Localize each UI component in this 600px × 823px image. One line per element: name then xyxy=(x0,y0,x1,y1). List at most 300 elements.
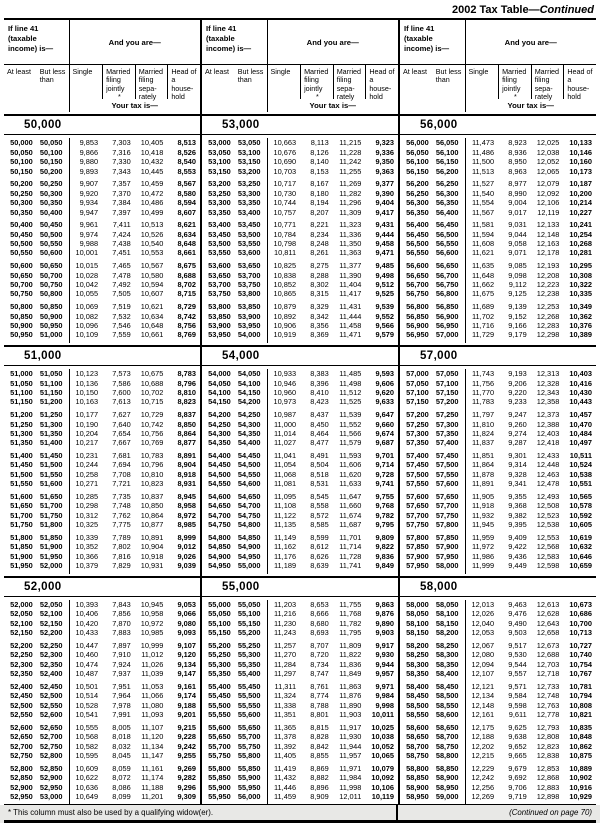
table-row xyxy=(4,641,200,650)
tax-single-cell: 9,961 xyxy=(79,220,99,230)
tax-married-jointly-cell: 8,086 xyxy=(112,782,131,792)
tax-married-jointly-cell: 9,665 xyxy=(508,750,527,760)
tax-married-jointly-cell: 7,897 xyxy=(112,640,131,650)
income-but-less-cell: 53,050 xyxy=(237,138,261,148)
tax-head-household-cell: 9,363 xyxy=(375,166,394,176)
tax-married-separately-cell: 11,201 xyxy=(141,791,164,801)
income-but-less-cell: 58,450 xyxy=(435,681,459,691)
income-at-least-cell: 57,750 xyxy=(406,520,429,530)
table-row xyxy=(400,732,596,741)
tax-head-household-cell: 8,648 xyxy=(177,239,196,249)
tax-head-household-cell: 10,457 xyxy=(569,410,592,420)
table-row xyxy=(202,369,398,378)
tax-married-separately-cell: 11,228 xyxy=(339,147,362,157)
tax-single-cell: 11,797 xyxy=(472,410,495,420)
tax-married-jointly-cell: 7,411 xyxy=(112,220,131,230)
table-row xyxy=(4,520,200,529)
income-at-least-cell: 57,050 xyxy=(406,378,429,388)
table-row xyxy=(202,511,398,520)
tax-head-household-cell: 9,336 xyxy=(375,147,394,157)
tax-head-household-cell: 10,659 xyxy=(569,561,592,571)
table-row xyxy=(202,330,398,339)
table-row xyxy=(202,312,398,321)
tax-single-cell: 11,459 xyxy=(274,791,297,801)
tax-head-household-cell: 10,862 xyxy=(569,741,592,751)
table-row xyxy=(400,460,596,469)
tax-head-household-cell: 8,675 xyxy=(177,261,196,271)
tax-single-cell: 10,271 xyxy=(75,479,99,489)
income-but-less-cell: 55,800 xyxy=(237,750,261,760)
tax-married-separately-cell: 11,782 xyxy=(339,618,362,628)
income-at-least-cell: 56,600 xyxy=(406,261,429,271)
table-row xyxy=(400,189,596,198)
table-row xyxy=(202,492,398,501)
table-row xyxy=(202,641,398,650)
income-at-least-cell: 56,250 xyxy=(406,188,429,198)
tax-married-separately-cell: 12,313 xyxy=(536,369,560,379)
tax-married-jointly-cell: 7,654 xyxy=(112,428,131,438)
tax-head-household-cell: 9,917 xyxy=(375,640,394,650)
tax-single-cell: 10,892 xyxy=(273,311,297,321)
tax-married-jointly-cell: 7,735 xyxy=(112,492,131,502)
tax-head-household-cell: 9,161 xyxy=(177,681,196,691)
tax-single-cell: 11,959 xyxy=(472,532,495,542)
tax-married-jointly-cell: 9,031 xyxy=(508,220,527,230)
tax-married-jointly-cell: 9,463 xyxy=(508,599,527,609)
tax-head-household-cell: 10,241 xyxy=(569,220,592,230)
tax-married-jointly-cell: 7,613 xyxy=(112,397,131,407)
married-filing-jointly-label: Married filing jointly xyxy=(106,67,131,93)
tax-married-jointly-cell: 9,598 xyxy=(508,700,527,710)
income-at-least-cell: 55,400 xyxy=(208,681,231,691)
tax-married-jointly-cell: 7,721 xyxy=(112,479,131,489)
tax-married-separately-cell: 11,323 xyxy=(339,220,362,230)
income-but-less-cell: 57,550 xyxy=(435,469,459,479)
table-row xyxy=(4,460,200,469)
table-row xyxy=(400,280,596,289)
tax-head-household-cell: 10,308 xyxy=(569,270,592,280)
tax-head-household-cell: 10,848 xyxy=(569,732,592,742)
table-row xyxy=(202,542,398,551)
tax-married-jointly-cell: 8,383 xyxy=(310,369,329,379)
income-but-less-cell: 50,100 xyxy=(39,147,63,157)
table-row xyxy=(4,397,200,406)
income-at-least-cell: 58,150 xyxy=(406,628,429,638)
tax-married-separately-cell: 10,729 xyxy=(140,410,164,420)
income-at-least-cell: 50,400 xyxy=(10,220,33,230)
income-but-less-cell: 57,300 xyxy=(435,419,459,429)
tax-head-household-cell: 10,875 xyxy=(569,750,592,760)
table-row xyxy=(202,669,398,678)
table-row xyxy=(4,669,200,678)
tax-head-household-cell: 10,565 xyxy=(569,492,592,502)
income-at-least-cell: 52,800 xyxy=(10,763,33,773)
income-but-less-cell: 57,150 xyxy=(435,387,459,397)
tax-married-separately-cell: 12,079 xyxy=(536,179,560,189)
income-at-least-cell: 53,600 xyxy=(208,261,231,271)
tax-single-cell: 11,419 xyxy=(274,763,297,773)
tax-married-jointly-cell: 9,044 xyxy=(508,229,527,239)
tax-married-jointly-cell: 7,384 xyxy=(112,198,131,208)
tax-single-cell: 10,379 xyxy=(75,561,99,571)
table-row xyxy=(400,600,596,609)
income-at-least-cell: 51,800 xyxy=(10,532,33,542)
income-at-least-cell: 57,450 xyxy=(406,460,429,470)
income-at-least-cell: 53,450 xyxy=(208,229,231,239)
tax-married-jointly-cell: 8,869 xyxy=(310,763,329,773)
tax-single-cell: 10,568 xyxy=(75,732,99,742)
tax-married-separately-cell: 11,471 xyxy=(339,330,362,340)
income-at-least-cell: 57,300 xyxy=(406,428,429,438)
tax-head-household-cell: 8,891 xyxy=(177,451,196,461)
tax-married-jointly-cell: 9,328 xyxy=(508,469,527,479)
income-at-least-cell: 51,100 xyxy=(10,387,33,397)
income-at-least-cell: 56,000 xyxy=(406,138,429,148)
table-row xyxy=(4,561,200,570)
tax-married-separately-cell: 11,647 xyxy=(339,492,362,502)
tax-married-separately-cell: 12,038 xyxy=(536,147,560,157)
tax-head-household-cell: 10,349 xyxy=(569,302,592,312)
income-but-less-cell: 53,150 xyxy=(237,157,261,167)
table-row xyxy=(4,660,200,669)
income-but-less-cell: 57,650 xyxy=(435,492,459,502)
income-at-least-cell: 50,600 xyxy=(10,261,33,271)
table-row xyxy=(4,280,200,289)
tax-married-jointly-cell: 8,504 xyxy=(310,460,329,470)
income-at-least-cell: 50,900 xyxy=(10,320,33,330)
section-body xyxy=(4,600,200,804)
income-at-least-cell: 55,650 xyxy=(208,732,231,742)
col-header-married-filing-jointly xyxy=(102,65,135,102)
tax-married-separately-cell: 12,178 xyxy=(536,248,560,258)
tax-single-cell: 12,080 xyxy=(471,650,495,660)
tax-married-jointly-cell: 7,802 xyxy=(112,542,131,552)
tax-married-jointly-cell: 7,856 xyxy=(112,609,131,619)
tax-single-cell: 11,770 xyxy=(472,387,495,397)
income-at-least-cell: 56,800 xyxy=(406,302,429,312)
income-at-least-cell: 58,600 xyxy=(406,722,429,732)
income-but-less-cell: 51,650 xyxy=(39,492,63,502)
tax-married-separately-cell: 12,718 xyxy=(536,669,560,679)
tax-head-household-cell: 9,404 xyxy=(375,198,394,208)
tax-head-household-cell: 10,214 xyxy=(569,198,592,208)
tax-single-cell: 10,204 xyxy=(75,428,99,438)
tax-married-separately-cell: 12,598 xyxy=(536,561,560,571)
tax-single-cell: 11,176 xyxy=(274,551,297,561)
tax-single-cell: 11,149 xyxy=(274,532,297,542)
table-row xyxy=(400,511,596,520)
tax-married-separately-cell: 11,903 xyxy=(339,710,362,719)
tax-married-jointly-cell: 8,477 xyxy=(310,438,329,448)
col-header-head-of-household: Head of a house- hold xyxy=(365,65,398,99)
income-but-less-cell: 57,000 xyxy=(435,330,459,340)
income-at-least-cell: 50,950 xyxy=(10,330,33,340)
income-but-less-cell: 58,700 xyxy=(435,732,459,742)
tax-married-separately-cell: 10,918 xyxy=(140,551,164,561)
tax-head-household-cell: 10,470 xyxy=(569,419,592,429)
income-at-least-cell: 51,700 xyxy=(10,510,33,520)
income-but-less-cell: 58,000 xyxy=(435,561,459,571)
tax-married-separately-cell: 11,417 xyxy=(339,289,362,299)
tax-married-separately-cell: 12,613 xyxy=(536,599,560,609)
tax-married-separately-cell: 12,763 xyxy=(536,700,560,710)
tax-married-jointly-cell: 7,343 xyxy=(112,166,131,176)
tax-married-separately-cell: 10,999 xyxy=(140,640,164,650)
income-but-less-cell: 56,400 xyxy=(435,207,459,217)
section-band xyxy=(4,576,200,597)
table-row xyxy=(400,167,596,176)
income-but-less-cell: 58,850 xyxy=(435,763,459,773)
tax-married-separately-cell: 10,864 xyxy=(140,510,164,520)
tax-head-household-cell: 10,551 xyxy=(569,479,592,489)
tax-married-separately-cell: 10,985 xyxy=(140,628,164,638)
income-at-least-cell: 53,550 xyxy=(208,248,231,258)
your-tax-is-label: Your tax is— xyxy=(111,101,158,110)
mfj-asterisk: * xyxy=(513,92,517,102)
income-but-less-cell: 56,150 xyxy=(435,157,459,167)
income-at-least-cell: 54,050 xyxy=(208,378,231,388)
tax-head-household-cell: 8,904 xyxy=(177,460,196,470)
income-at-least-cell: 57,100 xyxy=(406,387,429,397)
table-row xyxy=(400,369,596,378)
tax-married-separately-cell: 10,567 xyxy=(140,261,164,271)
tax-single-cell: 11,972 xyxy=(472,542,495,552)
income-at-least-cell: 51,450 xyxy=(10,460,33,470)
tax-single-cell: 10,298 xyxy=(75,501,99,511)
tax-head-household-cell: 8,688 xyxy=(177,270,196,280)
table-row xyxy=(4,552,200,561)
tax-married-separately-cell: 11,444 xyxy=(339,311,362,321)
tax-single-cell: 12,202 xyxy=(471,741,495,751)
tax-head-household-cell: 9,498 xyxy=(375,270,394,280)
table-row xyxy=(4,330,200,339)
tax-head-household-cell: 9,120 xyxy=(177,650,196,660)
income-but-less-cell: 51,350 xyxy=(39,428,63,438)
tax-head-household-cell: 9,431 xyxy=(375,220,394,230)
col-header-at-least: At least xyxy=(7,67,31,76)
income-at-least-cell: 50,450 xyxy=(10,229,33,239)
tax-head-household-cell: 8,931 xyxy=(177,479,196,489)
tax-married-jointly-cell: 8,194 xyxy=(310,198,329,208)
income-at-least-cell: 53,750 xyxy=(208,289,231,299)
income-but-less-cell: 58,350 xyxy=(435,659,459,669)
income-at-least-cell: 56,900 xyxy=(406,320,429,330)
section-label: 50,000 xyxy=(24,119,62,131)
income-but-less-cell: 53,800 xyxy=(237,289,261,299)
tax-single-cell: 11,351 xyxy=(274,710,297,719)
tax-married-jointly-cell: 8,747 xyxy=(310,669,329,679)
tax-head-household-cell: 10,362 xyxy=(569,311,592,321)
tax-married-jointly-cell: 8,045 xyxy=(112,750,131,760)
tax-married-separately-cell: 10,891 xyxy=(140,532,164,542)
tax-married-separately-cell: 11,053 xyxy=(141,681,164,691)
table-row xyxy=(400,520,596,529)
tax-single-cell: 10,771 xyxy=(273,220,297,230)
income-but-less-cell: 54,450 xyxy=(237,451,261,461)
tax-married-jointly-cell: 7,694 xyxy=(112,460,131,470)
tax-married-jointly-cell: 8,059 xyxy=(112,763,131,773)
tax-married-separately-cell: 12,733 xyxy=(536,681,560,691)
tax-married-jointly-cell: 9,152 xyxy=(508,311,527,321)
income-at-least-cell: 51,200 xyxy=(10,410,33,420)
table-row xyxy=(400,691,596,700)
table-row xyxy=(400,501,596,510)
page-title-continued: Continued xyxy=(539,4,594,16)
tax-married-separately-cell: 11,741 xyxy=(339,561,362,571)
table-column-group xyxy=(200,20,398,804)
tax-single-cell: 10,339 xyxy=(75,532,99,542)
tax-married-separately-cell: 12,628 xyxy=(536,609,560,619)
table-row xyxy=(4,723,200,732)
tax-head-household-cell: 9,471 xyxy=(375,248,394,258)
tax-single-cell: 10,825 xyxy=(273,261,297,271)
income-at-least-cell: 50,700 xyxy=(10,280,33,290)
tax-single-cell: 11,297 xyxy=(274,669,297,679)
income-at-least-cell: 50,100 xyxy=(10,157,33,167)
tax-single-cell: 10,042 xyxy=(75,280,99,290)
tax-married-jointly-cell: 9,584 xyxy=(508,691,527,701)
income-at-least-cell: 55,250 xyxy=(208,650,231,660)
income-but-less-cell: 51,000 xyxy=(39,330,63,340)
tax-married-jointly-cell: 7,546 xyxy=(112,320,131,330)
tax-married-jointly-cell: 8,531 xyxy=(310,479,329,489)
tax-married-separately-cell: 10,459 xyxy=(140,179,164,189)
tax-married-separately-cell: 10,904 xyxy=(140,542,164,552)
table-row xyxy=(400,302,596,311)
income-but-less-cell: 50,050 xyxy=(39,138,63,148)
income-but-less-cell: 50,600 xyxy=(39,248,63,258)
income-but-less-cell: 58,200 xyxy=(435,628,459,638)
table-row xyxy=(400,764,596,773)
tax-married-separately-cell: 11,012 xyxy=(141,650,164,660)
tax-head-household-cell: 10,713 xyxy=(569,628,592,638)
tax-married-separately-cell: 12,883 xyxy=(536,782,560,792)
income-but-less-cell: 57,350 xyxy=(435,428,459,438)
tax-single-cell: 9,893 xyxy=(79,166,99,176)
tax-single-cell: 10,069 xyxy=(75,302,99,312)
tax-married-separately-cell: 11,174 xyxy=(141,773,164,783)
tax-married-jointly-cell: 9,449 xyxy=(508,561,527,571)
col-header-married-filing-separately: Married filing sepa- rately xyxy=(531,65,564,99)
income-at-least-cell: 52,700 xyxy=(10,741,33,751)
table-row xyxy=(202,520,398,529)
tax-head-household-cell: 9,539 xyxy=(375,302,394,312)
income-at-least-cell: 58,800 xyxy=(406,763,429,773)
tax-married-separately-cell: 10,688 xyxy=(140,378,164,388)
income-but-less-cell: 52,550 xyxy=(39,700,63,710)
tax-single-cell: 10,123 xyxy=(75,369,99,379)
tax-single-cell: 9,947 xyxy=(79,207,99,217)
income-but-less-cell: 51,200 xyxy=(39,397,63,407)
income-but-less-cell: 52,150 xyxy=(39,618,63,628)
income-but-less-cell: 52,250 xyxy=(39,640,63,650)
tax-married-jointly-cell: 9,112 xyxy=(508,280,527,290)
tax-married-separately-cell: 10,621 xyxy=(140,302,164,312)
tax-head-household-cell: 9,417 xyxy=(375,207,394,217)
table-row xyxy=(202,751,398,760)
income-but-less-cell: 57,950 xyxy=(435,551,459,561)
section-body xyxy=(4,369,200,573)
tax-single-cell: 11,824 xyxy=(472,428,495,438)
income-but-less-cell: 50,800 xyxy=(39,289,63,299)
income-at-least-cell: 54,850 xyxy=(208,542,231,552)
tax-married-jointly-cell: 9,193 xyxy=(508,369,527,379)
tax-married-separately-cell: 12,508 xyxy=(536,501,560,511)
tax-married-separately-cell: 12,253 xyxy=(536,302,560,312)
table-row xyxy=(202,157,398,166)
tax-married-jointly-cell: 7,600 xyxy=(112,387,131,397)
tax-head-household-cell: 9,296 xyxy=(177,782,196,792)
tax-single-cell: 11,756 xyxy=(472,378,495,388)
table-row xyxy=(400,438,596,447)
income-but-less-cell: 56,250 xyxy=(435,179,459,189)
income-at-least-cell: 57,000 xyxy=(406,369,429,379)
income-at-least-cell: 52,250 xyxy=(10,650,33,660)
tax-married-jointly-cell: 8,072 xyxy=(112,773,131,783)
income-at-least-cell: 54,750 xyxy=(208,520,231,530)
table-row xyxy=(4,138,200,147)
tax-single-cell: 12,215 xyxy=(471,750,495,760)
tax-married-jointly-cell: 9,409 xyxy=(508,532,527,542)
tax-married-jointly-cell: 7,370 xyxy=(112,188,131,198)
tax-married-jointly-cell: 8,612 xyxy=(310,542,329,552)
table-row xyxy=(202,321,398,330)
income-but-less-cell: 53,100 xyxy=(237,147,261,157)
tax-married-jointly-cell: 8,815 xyxy=(310,722,329,732)
tax-married-jointly-cell: 8,774 xyxy=(310,691,329,701)
income-but-less-cell: 55,150 xyxy=(237,618,261,628)
tax-married-jointly-cell: 8,464 xyxy=(310,428,329,438)
table-row xyxy=(4,609,200,618)
income-but-less-cell: 54,900 xyxy=(237,542,261,552)
income-but-less-cell: 53,300 xyxy=(237,188,261,198)
income-but-less-cell: 54,950 xyxy=(237,551,261,561)
table-row xyxy=(202,701,398,710)
tax-single-cell: 11,284 xyxy=(274,659,297,669)
tax-head-household-cell: 9,053 xyxy=(177,599,196,609)
col-header-married-filing-separately: Married filing sepa- rately xyxy=(333,65,366,99)
income-but-less-cell: 50,900 xyxy=(39,311,63,321)
tax-married-separately-cell: 11,336 xyxy=(339,229,362,239)
col-header-at-least: At least xyxy=(205,67,229,76)
section-band xyxy=(4,345,200,366)
table-row xyxy=(400,650,596,659)
tax-married-jointly-cell: 9,638 xyxy=(508,732,527,742)
table-row xyxy=(202,600,398,609)
income-but-less-cell: 56,650 xyxy=(435,261,459,271)
tax-married-jointly-cell: 9,652 xyxy=(508,741,527,751)
income-at-least-cell: 53,100 xyxy=(208,157,231,167)
table-row xyxy=(400,742,596,751)
table-row xyxy=(202,179,398,188)
table-row xyxy=(400,792,596,801)
table-column-group xyxy=(4,20,200,804)
table-row xyxy=(4,410,200,419)
tax-married-separately-cell: 10,607 xyxy=(140,289,164,299)
income-at-least-cell: 58,650 xyxy=(406,732,429,742)
table-row xyxy=(4,492,200,501)
tax-married-jointly-cell: 7,451 xyxy=(112,248,131,258)
tax-single-cell: 10,757 xyxy=(273,207,297,217)
table-row xyxy=(202,230,398,239)
income-but-less-cell: 54,050 xyxy=(237,369,261,379)
tax-head-household-cell: 10,430 xyxy=(569,387,592,397)
tax-head-household-cell: 9,039 xyxy=(177,561,196,571)
tax-married-separately-cell: 12,553 xyxy=(536,532,560,542)
tax-married-separately-cell: 11,728 xyxy=(339,551,362,561)
income-at-least-cell: 57,950 xyxy=(406,561,429,571)
tax-married-jointly-cell: 9,287 xyxy=(508,438,527,448)
